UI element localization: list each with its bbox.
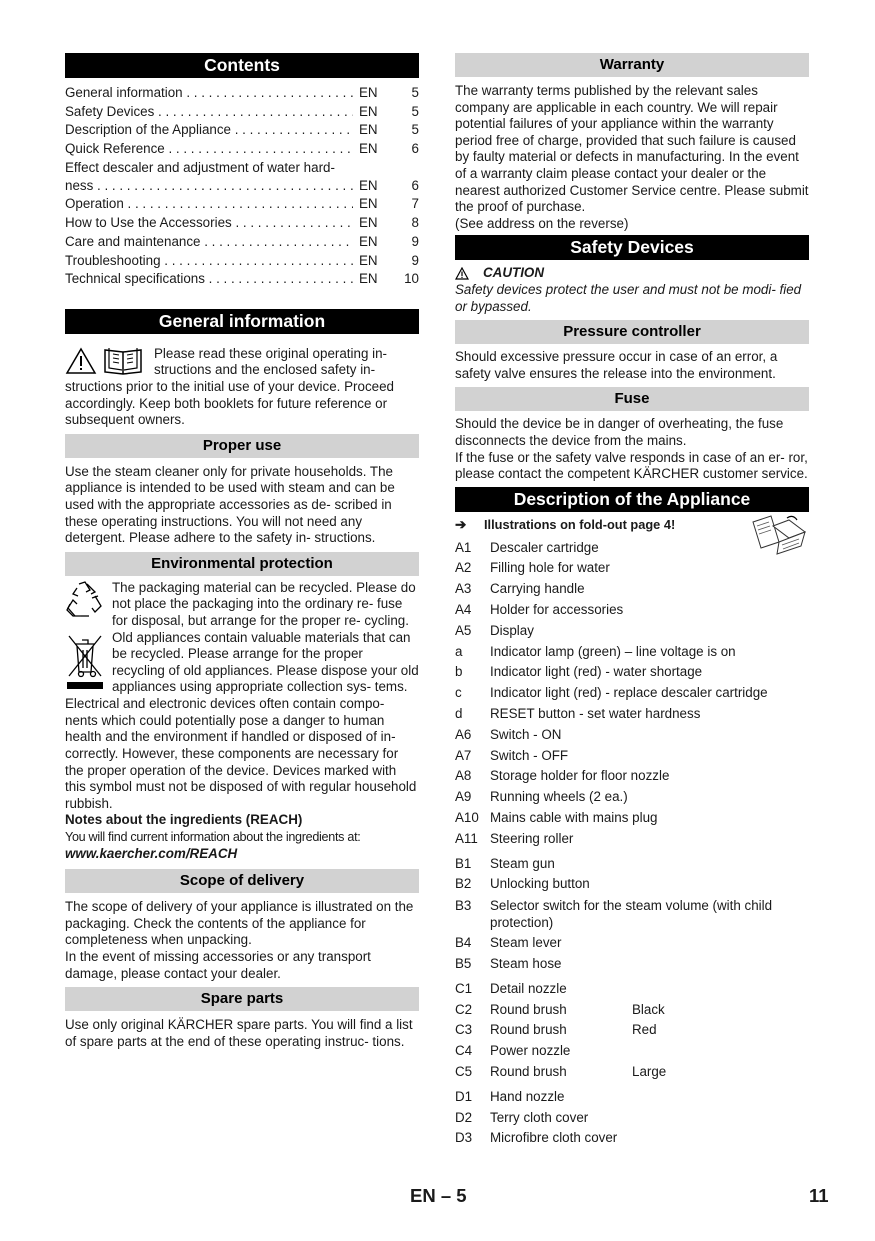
parts-list-b [455, 854, 809, 975]
toc-entry[interactable]: Technical specifications . . . EN 10 [65, 270, 419, 289]
list-item: A5 Display [455, 622, 534, 638]
warranty-address: (See address on the reverse) [455, 215, 629, 231]
caution-label: CAUTION [483, 265, 544, 281]
toc-entry[interactable]: Description of the Appliance . . . EN 5 [65, 121, 419, 140]
general-text: structions prior to the initial use of your device. Proceed accordingly. Keep both booklets for future reference or subsequent owners. [65, 379, 394, 428]
caution-line [455, 265, 809, 282]
list-item: B5 Steam hose [455, 956, 562, 972]
list-item: B2 Unlocking button [455, 876, 590, 892]
toc-entry[interactable]: How to Use the Accessories . . . EN 8 [65, 214, 419, 233]
manual-book-icon [103, 346, 143, 376]
list-item: b Indicator light (red) - water shortage [455, 664, 703, 680]
toc-entry[interactable]: Troubleshooting . . . EN 9 [65, 252, 419, 271]
recycle-icon [65, 580, 105, 620]
toc-entry-line1[interactable]: Effect descaler and adjustment of water hard- [65, 159, 335, 175]
list-item: C1 Detail nozzle [455, 980, 567, 996]
general-information-heading: General information [65, 309, 419, 334]
weee-block [65, 630, 419, 697]
reach-heading: Notes about the ingredients (REACH) [65, 812, 303, 828]
environmental-protection-heading: Environmental protection [65, 552, 419, 576]
fold-out-pages-icon [749, 512, 809, 556]
warning-manual-icons [65, 346, 149, 376]
reach-text: You will find current information about the ingredients at: [65, 829, 361, 844]
list-item: A10 Mains cable with mains plug [455, 810, 658, 826]
toc-entry[interactable]: Care and maintenance . . . EN 9 [65, 233, 419, 252]
parts-list-a [455, 538, 809, 850]
fuse-heading: Fuse [455, 387, 809, 411]
warranty-heading: Warranty [455, 53, 809, 77]
list-item: a Indicator lamp (green) – line voltage is on [455, 643, 736, 659]
general-information-body [65, 346, 419, 429]
general-text: Please read these original operating in- [154, 345, 387, 361]
fuse-text: Should the device be in danger of overheating, the fuse disconnects the device from the mains. [455, 416, 784, 448]
list-item: D3 Microfibre cloth cover [455, 1130, 618, 1146]
scope-text: The scope of delivery of your appliance is illustrated on the packaging. Check the contents of the appliance for completeness when unpacking. [65, 899, 414, 948]
fuse-text: If the fuse or the safety valve responds in case of an er- ror, please contact the competent KÄRCHER customer service. [455, 449, 808, 482]
list-item: C5 Round brush Large [455, 1064, 667, 1080]
list-item: A9 Running wheels (2 ea.) [455, 789, 628, 805]
list-item: A11 Steering roller [455, 830, 574, 846]
spare-parts-text: Use only original KÄRCHER spare parts. You will find a list of spare parts at the end of these operating instruc- tions. [65, 1017, 413, 1049]
crossed-bin-icon [65, 632, 105, 692]
reach-url[interactable]: www.kaercher.com/REACH [65, 845, 238, 861]
contents-heading: Contents [65, 53, 419, 78]
pressure-controller-heading: Pressure controller [455, 320, 809, 344]
list-item: D1 Hand nozzle [455, 1088, 565, 1104]
toc-entry[interactable]: Safety Devices . . . EN 5 [65, 103, 419, 122]
electrical-text: Electrical and electronic devices often contain compo- nents which could potentially pose a danger to human health and the environment if handled or disposed of in- correctly. However, these components are necessary for the proper operation of the device. Devices marked with this symbol must not be disposed of with regular household rubbish. [65, 696, 417, 811]
list-item: B1 Steam gun [455, 855, 555, 871]
list-item: C4 Power nozzle [455, 1043, 571, 1059]
list-item: A8 Storage holder for floor nozzle [455, 768, 670, 784]
warning-triangle-icon [65, 347, 97, 375]
footer-page-label: EN – 5 [410, 1185, 467, 1206]
scope-text: In the event of missing accessories or any transport damage, please contact your dealer. [65, 948, 371, 981]
list-item: c Indicator light (red) - replace descaler cartridge [455, 685, 768, 701]
toc [65, 84, 419, 289]
list-item: B4 Steam lever [455, 935, 562, 951]
footer-page-number: 11 [809, 1185, 829, 1206]
arrow-icon: ➔ [455, 517, 467, 533]
left-column [65, 53, 419, 1050]
caution-triangle-icon [455, 267, 469, 280]
list-item: A7 Switch - OFF [455, 747, 569, 763]
description-heading: Description of the Appliance [455, 487, 809, 512]
spare-parts-heading: Spare parts [65, 987, 419, 1011]
list-item: C2 Round brush Black [455, 1001, 665, 1017]
toc-entry[interactable]: Operation . . . EN 7 [65, 195, 419, 214]
toc-entry[interactable]: Quick Reference . . . EN 6 [65, 140, 419, 159]
list-item: A6 Switch - ON [455, 726, 562, 742]
caution-text: Safety devices protect the user and must not be modi- fied or bypassed. [455, 281, 802, 314]
list-item: d RESET button - set water hardness [455, 706, 701, 722]
pressure-controller-text: Should excessive pressure occur in case of an error, a safety valve ensures the release into the environment. [455, 349, 778, 381]
recycle-text: The packaging material can be recycled. Please do not place the packaging into the ordinary re- fuse for disposal, but arrange for the proper re- cycling. [112, 579, 416, 628]
fold-out-text: Illustrations on fold-out page 4! [484, 517, 676, 533]
parts-list-d [455, 1087, 809, 1149]
weee-text: Old appliances contain valuable materials that can be recycled. Please arrange for the proper recycling of old appliances. Please dispose your old appliances using appropriate collection sys- tems. [112, 629, 419, 695]
parts-list-c [455, 979, 809, 1083]
toc-entry[interactable]: ness . . . EN 6 [65, 177, 419, 196]
list-item: A2 Filling hole for water [455, 560, 610, 576]
warranty-text: The warranty terms published by the relevant sales company are applicable in each country. We will repair potential failures of your appliance within the warranty period free of charge, provided that such failure is caused by faulty material or defects in manufacturing. In the event of a warranty claim please contact your dealer or the nearest authorized Customer Service centre. Please submit the proof of purchase. [455, 83, 809, 215]
list-item: B3 Selector switch for the steam volume (with child protection) [455, 898, 773, 931]
toc-entry[interactable]: General information . . . EN 5 [65, 84, 419, 103]
proper-use-text: Use the steam cleaner only for private households. The appliance is intended to be used with steam and can be used with the appropriate accessories as de- scribed in these operating instructions. You will not need any detergent. Please adhere to the safety in- structions. [65, 463, 395, 546]
recycle-block [65, 580, 419, 630]
proper-use-heading: Proper use [65, 434, 419, 458]
list-item: C3 Round brush Red [455, 1022, 657, 1038]
list-item: A4 Holder for accessories [455, 602, 624, 618]
fold-out-note [455, 518, 809, 534]
safety-devices-heading: Safety Devices [455, 235, 809, 260]
list-item: A1 Descaler cartridge [455, 539, 599, 555]
list-item: A3 Carrying handle [455, 581, 585, 597]
list-item: D2 Terry cloth cover [455, 1109, 589, 1125]
right-column [455, 53, 809, 1149]
general-text: structions and the enclosed safety in- [154, 362, 376, 378]
scope-of-delivery-heading: Scope of delivery [65, 869, 419, 893]
